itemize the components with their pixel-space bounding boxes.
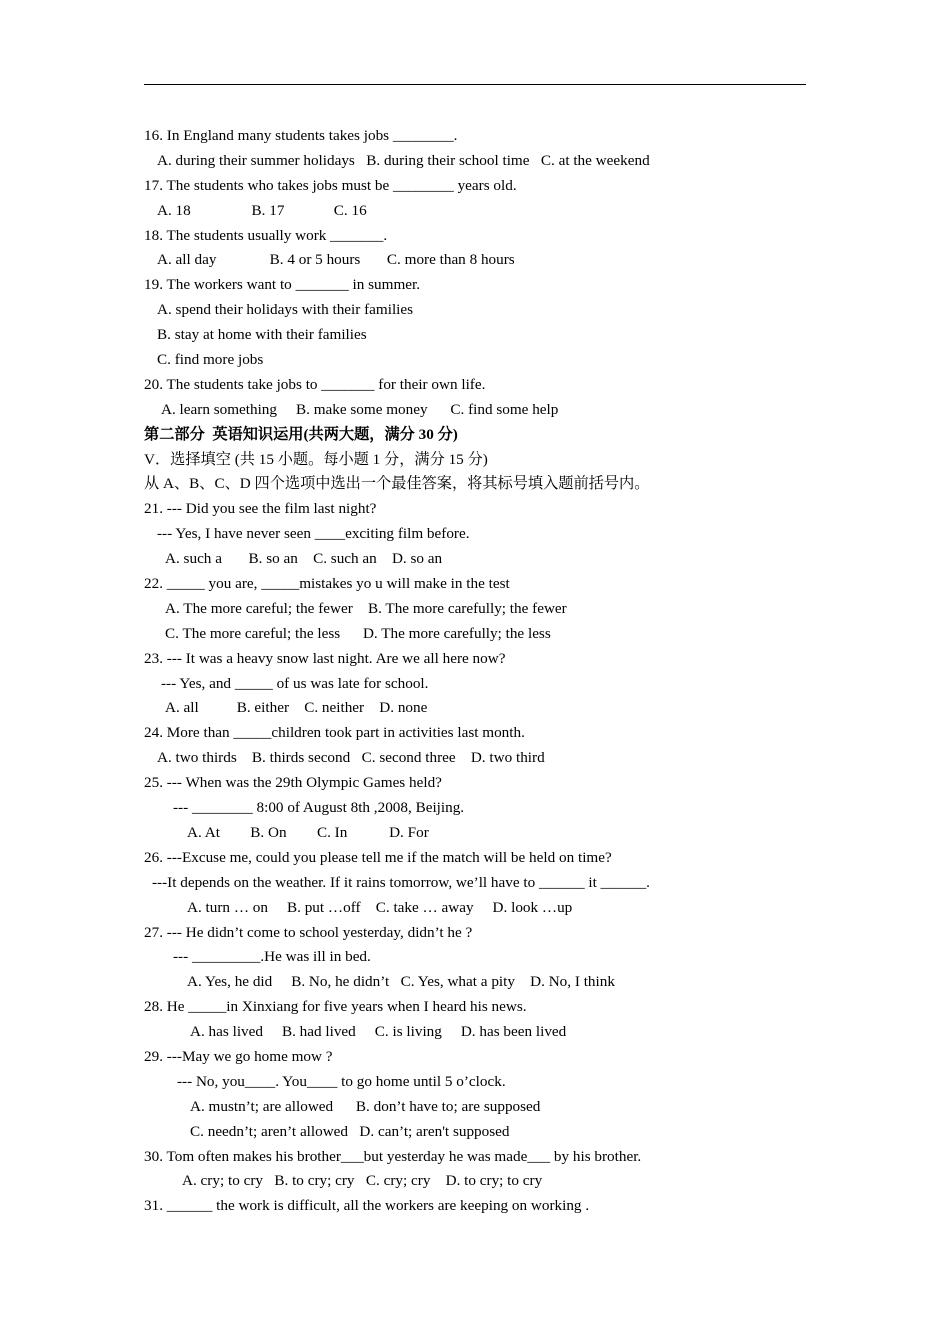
text-line: 23. --- It was a heavy snow last night. Are we all here now? bbox=[144, 649, 506, 667]
text-line: 24. More than _____children took part in activities last month. bbox=[144, 724, 525, 742]
text-line: --- Yes, I have never seen ____exciting film before. bbox=[157, 525, 470, 543]
text-line: A. cry; to cry B. to cry; cry C. cry; cry D. to cry; to cry bbox=[182, 1172, 543, 1190]
text-line: C. find more jobs bbox=[157, 351, 264, 369]
text-line: 16. In England many students takes jobs ________. bbox=[144, 127, 458, 144]
text-line: C. The more careful; the less D. The more carefully; the less bbox=[165, 624, 551, 642]
text-line: 第二部分 英语知识运用(共两大题，满分 30 分) bbox=[144, 425, 458, 443]
text-line: B. stay at home with their families bbox=[157, 326, 367, 344]
text-line: A. two thirds B. thirds second C. second three D. two third bbox=[157, 749, 545, 767]
text-line: A. all day B. 4 or 5 hours C. more than 8 hours bbox=[157, 251, 515, 269]
text-line: 26. ---Excuse me, could you please tell me if the match will be held on time? bbox=[144, 848, 612, 866]
text-line: A. during their summer holidays B. during their school time C. at the weekend bbox=[157, 151, 650, 169]
text-line: A. such a B. so an C. such an D. so an bbox=[165, 550, 443, 568]
document-body bbox=[0, 124, 950, 1219]
text-line: --- _________.He was ill in bed. bbox=[173, 948, 371, 966]
text-line: ---It depends on the weather. If it rains tomorrow, we’ll have to ______ it ______. bbox=[152, 873, 650, 891]
text-line: 18. The students usually work _______. bbox=[144, 226, 388, 244]
text-line: 31. ______ the work is difficult, all the workers are keeping on working . bbox=[144, 1197, 590, 1215]
text-line: 30. Tom often makes his brother___but yesterday he was made___ by his brother. bbox=[144, 1147, 642, 1165]
text-line: A. At B. On C. In D. For bbox=[187, 823, 429, 841]
text-line: A. The more careful; the fewer B. The more carefully; the fewer bbox=[165, 599, 567, 617]
text-line: 29. ---May we go home mow ? bbox=[144, 1047, 333, 1065]
text-line: A. all B. either C. neither D. none bbox=[165, 699, 428, 717]
text-line: V．选择填空 (共 15 小题。每小题 1 分，满分 15 分) bbox=[144, 450, 488, 468]
header-rule bbox=[144, 84, 806, 85]
text-line: 22. _____ you are, _____mistakes yo u will make in the test bbox=[144, 575, 510, 593]
text-line: A. turn … on B. put …off C. take … away D. look …up bbox=[187, 898, 573, 916]
text-line: --- ________ 8:00 of August 8th ,2008, Beijing. bbox=[173, 799, 465, 817]
text-line: 28. He _____in Xinxiang for five years when I heard his news. bbox=[144, 998, 527, 1016]
text-line: 20. The students take jobs to _______ for their own life. bbox=[144, 375, 486, 393]
text-line: A. learn something B. make some money C. find some help bbox=[161, 400, 559, 418]
text-line: 27. --- He didn’t come to school yesterday, didn’t he ? bbox=[144, 923, 473, 941]
text-line: 17. The students who takes jobs must be ________ years old. bbox=[144, 176, 517, 194]
text-line: A. 18 B. 17 C. 16 bbox=[157, 201, 367, 219]
text-line: A. Yes, he did B. No, he didn’t C. Yes, what a pity D. No, I think bbox=[187, 973, 615, 991]
text-line: 21. --- Did you see the film last night? bbox=[144, 500, 377, 518]
text-line: --- No, you____. You____ to go home until 5 o’clock. bbox=[177, 1072, 506, 1090]
text-line: 19. The workers want to _______ in summer. bbox=[144, 276, 421, 294]
text-line: C. needn’t; aren’t allowed D. can’t; aren't supposed bbox=[190, 1122, 510, 1140]
text-line: A. mustn’t; are allowed B. don’t have to; are supposed bbox=[190, 1097, 541, 1115]
text-line: A. has lived B. had lived C. is living D. has been lived bbox=[190, 1023, 567, 1041]
text-line: --- Yes, and _____ of us was late for school. bbox=[161, 674, 429, 692]
text-line: A. spend their holidays with their families bbox=[157, 301, 414, 319]
text-line: 25. --- When was the 29th Olympic Games held? bbox=[144, 774, 442, 792]
text-line: 从 A、B、C、D 四个选项中选出一个最佳答案，将其标号填入题前括号内。 bbox=[144, 475, 650, 493]
